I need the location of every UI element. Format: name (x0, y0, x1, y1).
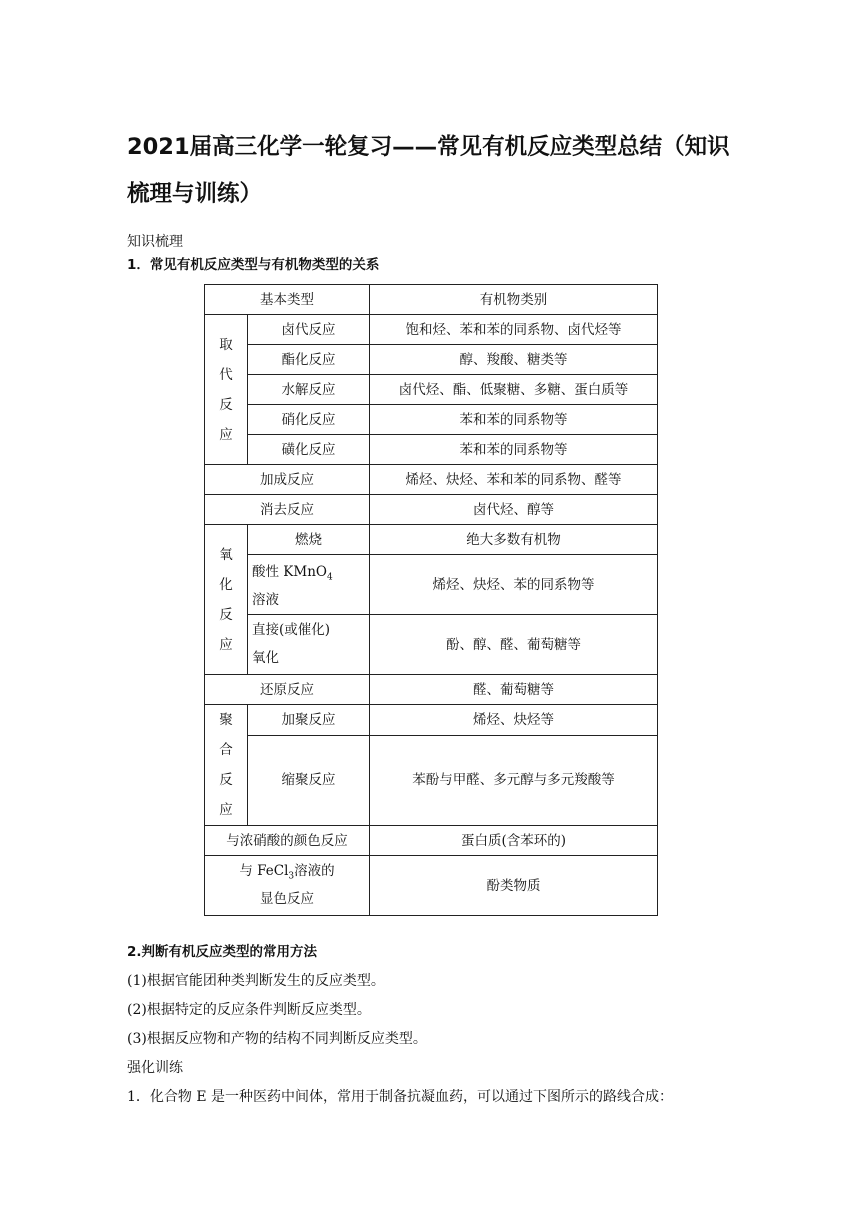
class-cell: 卤代烃、醇等 (370, 495, 658, 525)
type-cell: 缩聚反应 (248, 735, 370, 825)
type-cell: 卤代反应 (248, 315, 370, 345)
table-row (205, 375, 658, 405)
type-cell: 酯化反应 (248, 345, 370, 375)
table-row (205, 705, 658, 736)
group-polymerization: 聚合反应 (205, 705, 248, 826)
table-row (205, 826, 658, 856)
table-row (205, 735, 658, 825)
table-row (205, 435, 658, 465)
question-1: 1．化合物 E 是一种医药中间体，常用于制备抗凝血药，可以通过下图所示的路线合成： (127, 1089, 674, 1105)
method-item: (2)根据特定的反应条件判断反应类型。 (127, 1002, 371, 1018)
header-organic-class: 有机物类别 (370, 285, 658, 315)
subsection-heading-1: 1．常见有机反应类型与有机物类型的关系 (127, 257, 380, 273)
group-oxidation: 氧化反应 (205, 525, 248, 675)
class-cell: 绝大多数有机物 (370, 525, 658, 555)
class-cell: 苯和苯的同系物等 (370, 405, 658, 435)
method-item: (1)根据官能团种类判断发生的反应类型。 (127, 973, 385, 989)
class-cell: 蛋白质(含苯环的) (370, 826, 658, 856)
type-cell: 磺化反应 (248, 435, 370, 465)
type-cell: 与浓硝酸的颜色反应 (205, 826, 370, 856)
table-row (205, 345, 658, 375)
table-row (205, 315, 658, 345)
section-heading: 知识梳理 (127, 234, 183, 250)
class-cell: 卤代烃、酯、低聚糖、多糖、蛋白质等 (370, 375, 658, 405)
type-cell: 加聚反应 (248, 705, 370, 736)
reaction-type-table (204, 284, 658, 916)
type-cell: 水解反应 (248, 375, 370, 405)
class-cell: 酚、醇、醛、葡萄糖等 (370, 615, 658, 675)
type-cell-fecl3: 与 FeCl$_3$溶液的 显色反应 (205, 856, 370, 916)
class-cell: 苯酚与甲醛、多元醇与多元羧酸等 (370, 735, 658, 825)
table-row (205, 465, 658, 495)
header-basic-type: 基本类型 (205, 285, 370, 315)
table-row (205, 555, 658, 615)
class-cell: 饱和烃、苯和苯的同系物、卤代烃等 (370, 315, 658, 345)
class-cell: 酚类物质 (370, 856, 658, 916)
class-cell: 醇、羧酸、糖类等 (370, 345, 658, 375)
subsection-heading-2: 2.判断有机反应类型的常用方法 (127, 944, 318, 960)
table-row (205, 405, 658, 435)
document-title: 2021届高三化学一轮复习——常见有机反应类型总结（知识梳理与训练） (127, 134, 730, 207)
type-cell: 硝化反应 (248, 405, 370, 435)
group-substitution: 取代反应 (205, 315, 248, 465)
table-row (205, 495, 658, 525)
class-cell: 烯烃、炔烃等 (370, 705, 658, 736)
method-item: (3)根据反应物和产物的结构不同判断反应类型。 (127, 1031, 427, 1047)
table-header-row (205, 285, 658, 315)
class-cell: 醛、葡萄糖等 (370, 675, 658, 705)
type-cell: 加成反应 (205, 465, 370, 495)
class-cell: 苯和苯的同系物等 (370, 435, 658, 465)
type-cell: 还原反应 (205, 675, 370, 705)
class-cell: 烯烃、炔烃、苯的同系物等 (370, 555, 658, 615)
type-cell: 燃烧 (248, 525, 370, 555)
type-cell-direct-oxidation: 直接(或催化) 氧化 (248, 615, 370, 675)
table-row (205, 675, 658, 705)
table-row (205, 856, 658, 916)
class-cell: 烯烃、炔烃、苯和苯的同系物、醛等 (370, 465, 658, 495)
training-heading: 强化训练 (127, 1060, 183, 1076)
type-cell: 消去反应 (205, 495, 370, 525)
table-row (205, 615, 658, 675)
table-row (205, 525, 658, 555)
type-cell-kmno4: 酸性 KMnO$_4$ 溶液 (248, 555, 370, 615)
